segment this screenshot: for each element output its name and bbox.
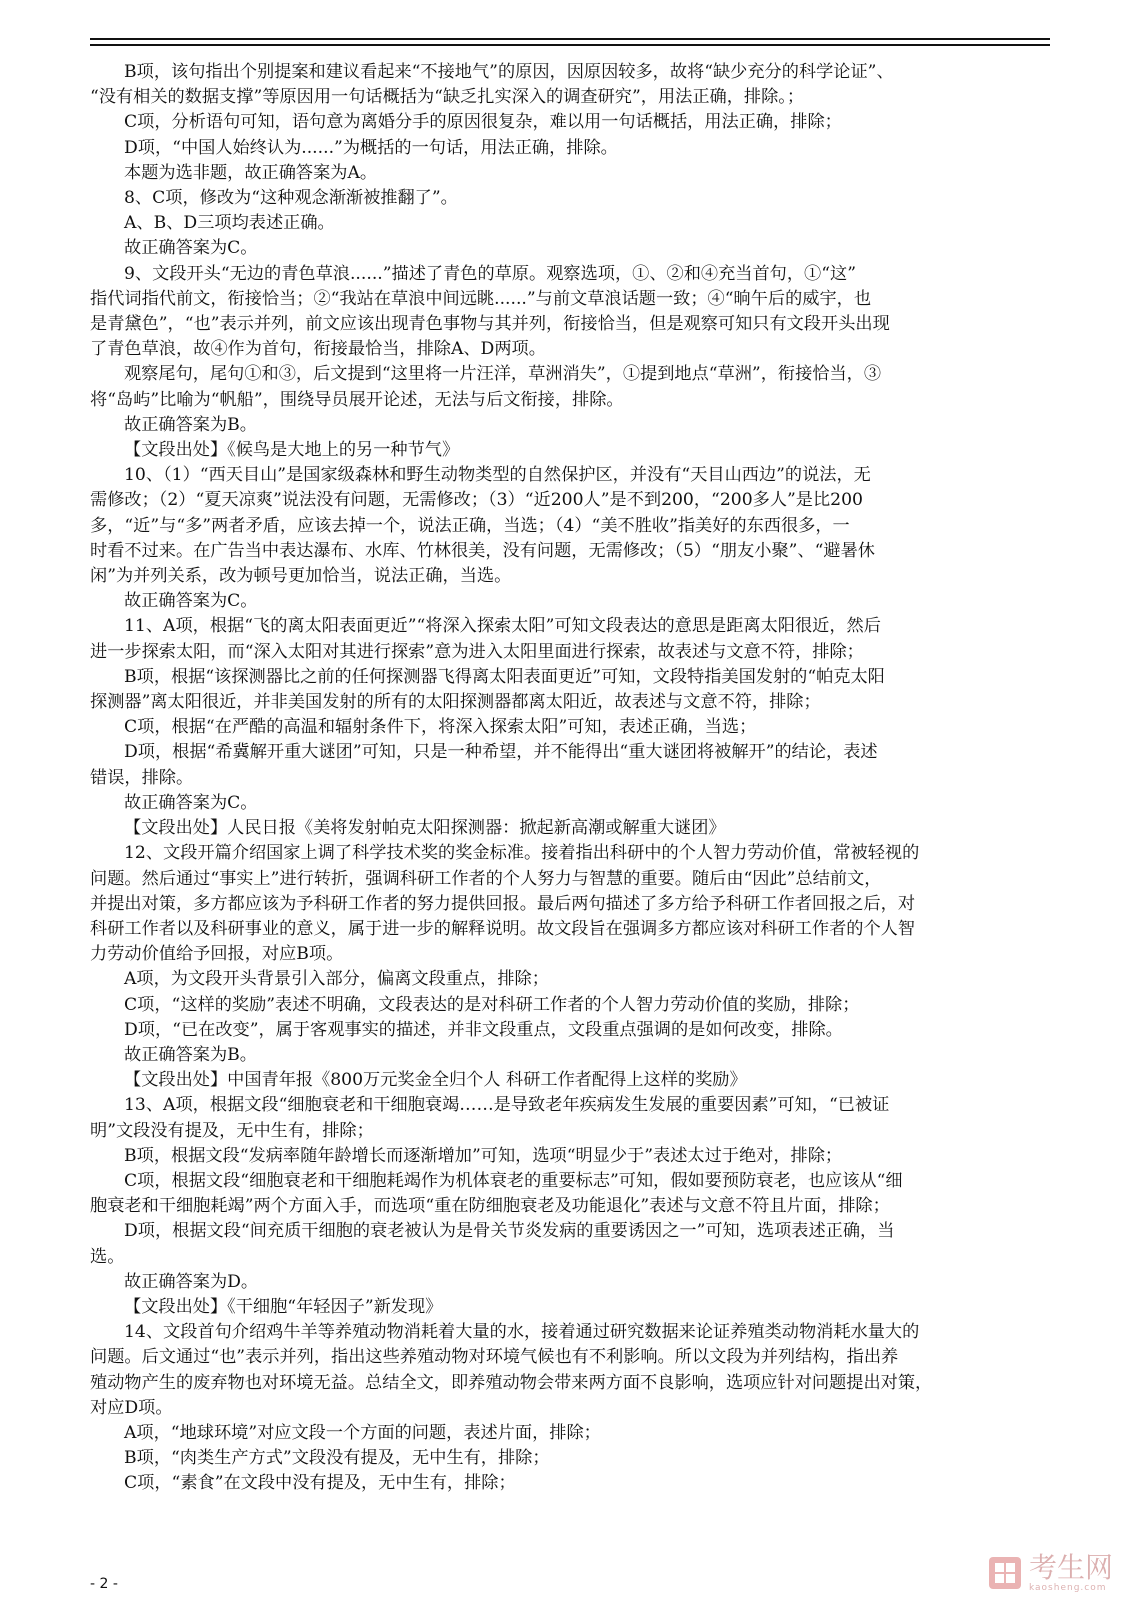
text-line: 故正确答案为D。 (124, 1271, 259, 1292)
question-10-line: 10、（1）“西天目山”是国家级森林和野生动物类型的自然保护区，并没有“天目山西边”的说法，无 (124, 465, 871, 486)
text-line: 是青黛色”，“也”表示并列，前文应该出现青色事物与其并列，衔接恰当，但是观察可知只有文段开头出现 (90, 314, 890, 335)
text-line: 对应D项。 (90, 1397, 173, 1418)
text-line: C项，分析语句可知，语句意为离婚分手的原因很复杂，难以用一句话概括，用法正确，排除； (124, 112, 842, 133)
source-line: 【文段出处】《候鸟是大地上的另一种节气》 (124, 440, 460, 461)
question-11-line: 11、A项，根据“飞的离太阳表面更近”“将深入探索太阳”可知文段表达的意思是距离太阳很近，然后 (124, 616, 881, 637)
text-line: “没有相关的数据支撑”等原因用一句话概括为“缺乏扎实深入的调查研究”，用法正确，排除。； (90, 87, 805, 108)
text-line: 科研工作者以及科研事业的意义，属于进一步的解释说明。故文段旨在强调多方都应该对科研工作者的个人智 (90, 918, 916, 939)
text-line: 进一步探索太阳，而“深入太阳对其进行探索”意为进入太阳里面进行探索，故表述与文意不符，排除； (90, 641, 864, 662)
watermark (987, 1552, 1113, 1594)
text-line: D项，根据文段“间充质干细胞的衰老被认为是骨关节炎发病的重要诱因之一”可知，选项表述正确，当 (124, 1221, 895, 1242)
text-line: D项，根据“希冀解开重大谜团”可知，只是一种希望，并不能得出“重大谜团将被解开”的结论，表述 (124, 742, 878, 763)
source-line: 【文段出处】中国青年报《800万元奖金全归个人 科研工作者配得上这样的奖励》 (124, 1070, 747, 1091)
text-line: B项，“肉类生产方式”文段没有提及，无中生有，排除； (124, 1448, 550, 1469)
text-line: 并提出对策，多方都应该为予科研工作者的努力提供回报。最后两句描述了多方给予科研工作者回报之后，对 (90, 893, 916, 914)
source-line: 【文段出处】人民日报《美将发射帕克太阳探测器：掀起新高潮或解重大谜团》 (124, 818, 726, 839)
text-line: B项，该句指出个别提案和建议看起来“不接地气”的原因，因原因较多，故将“缺少充分的科学论证”、 (124, 62, 894, 82)
text-line: 闲”为并列关系，改为顿号更加恰当，说法正确，当选。 (90, 566, 512, 587)
question-14-line: 14、文段首句介绍鸡牛羊等养殖动物消耗着大量的水，接着通过研究数据来论证养殖类动物消耗水量大的 (124, 1322, 920, 1343)
text-line: B项，根据文段“发病率随年龄增长而逐渐增加”可知，选项“明显少于”表述太过于绝对，排除； (124, 1145, 843, 1166)
text-line: C项，根据“在严酷的高温和辐射条件下，将深入探索太阳”可知，表述正确，当选； (124, 717, 757, 738)
text-line: A、B、D三项均表述正确。 (124, 213, 335, 234)
text-line: 明”文段没有提及，无中生有，排除； (90, 1120, 374, 1141)
watermark-name: 考生网 (1028, 1551, 1113, 1584)
text-line: 探测器”离太阳很近，并非美国发射的所有的太阳探测器都离太阳近，故表述与文意不符，排除； (90, 692, 821, 713)
text-line: 故正确答案为B。 (124, 414, 257, 435)
source-line: 【文段出处】《干细胞“年轻因子”新发现》 (124, 1296, 443, 1317)
text-line: C项，“素食”在文段中没有提及，无中生有，排除； (124, 1473, 516, 1494)
text-line: 指代词指代前文，衔接恰当；②“我站在草浪中间远眺......”与前文草浪话题一致；④“晌午后的威宇，也 (90, 288, 872, 309)
text-line: 多，“近”与“多”两者矛盾，应该去掉一个，说法正确，当选；（4）“美不胜收”指美好的东西很多，一 (90, 515, 850, 536)
text-line: B项，根据“该探测器比之前的任何探测器飞得离太阳表面更近”可知，文段特指美国发射的“帕克太阳 (124, 666, 885, 687)
text-line: 将“岛屿”比喻为“帆船”，围绕导员展开论述，无法与后文衔接，排除。 (90, 389, 624, 410)
document-body (90, 60, 1050, 1497)
text-line: 本题为选非题，故正确答案为A。 (124, 162, 378, 183)
question-12-line: 12、文段开篇介绍国家上调了科学技术奖的奖金标准。接着指出科研中的个人智力劳动价值，常被轻视的 (124, 843, 920, 864)
kaosheng-logo-icon (987, 1555, 1023, 1591)
text-line: 殖动物产生的废弃物也对环境无益。总结全文，即养殖动物会带来两方面不良影响，选项应针对问题提出对策， (90, 1372, 933, 1393)
question-9-line: 9、文段开头“无边的青色草浪......”描述了青色的草原。观察选项，①、②和④充当首句，①“这” (124, 263, 856, 284)
text-line: 故正确答案为B。 (124, 1044, 257, 1065)
text-line: 观察尾句，尾句①和③，后文提到“这里将一片汪洋，草洲消失”，①提到地点“草洲”，衔接恰当，③ (124, 364, 882, 385)
text-line: 了青色草浪，故④作为首句，衔接最恰当，排除A、D两项。 (90, 339, 546, 360)
text-line: D项，“已在改变”，属于客观事实的描述，并非文段重点，文段重点强调的是如何改变，排除。 (124, 1019, 843, 1040)
text-line: 力劳动价值给予回报，对应B项。 (90, 944, 344, 965)
text-line: D项，“中国人始终认为......”为概括的一句话，用法正确，排除。 (124, 137, 618, 158)
text-line: 问题。然后通过“事实上”进行转折，强调科研工作者的个人努力与智慧的重要。随后由“因此”总结前文， (90, 868, 882, 889)
text-line: A项，为文段开头背景引入部分，偏离文段重点，排除； (124, 969, 549, 990)
header-rule-thin (90, 44, 1050, 46)
text-line: C项，根据文段“细胞衰老和干细胞耗竭作为机体衰老的重要标志”可知，假如要预防衰老，也应该从“细 (124, 1170, 903, 1191)
text-line: A项，“地球环境”对应文段一个方面的问题，表述片面，排除； (124, 1422, 601, 1443)
text-line: 选。 (90, 1246, 125, 1267)
text-line: C项，“这样的奖励”表述不明确，文段表达的是对科研工作者的个人智力劳动价值的奖励，排除； (124, 994, 860, 1015)
text-line: 需修改；（2）“夏天凉爽”说法没有问题，无需修改；（3）“近200人”是不到200，“200多人”是比200 (90, 490, 863, 511)
text-line: 问题。后文通过“也”表示并列，指出这些养殖动物对环境气候也有不利影响。所以文段为并列结构，指出养 (90, 1347, 899, 1368)
question-13-line: 13、A项，根据文段“细胞衰老和干细胞衰竭……是导致老年疾病发生发展的重要因素”可知，“已被证 (124, 1095, 890, 1116)
text-line: 胞衰老和干细胞耗竭”两个方面入手，而选项“重在防细胞衰老及功能退化”表述与文意不符且片面，排除； (90, 1196, 890, 1217)
question-8-line: 8、C项，修改为“这种观念渐渐被推翻了”。 (124, 188, 458, 209)
text-line: 故正确答案为C。 (124, 591, 258, 612)
page-number: - 2 - (90, 1576, 118, 1592)
header-rule-thick (90, 38, 1050, 40)
watermark-domain: kaosheng.com (1028, 1583, 1107, 1593)
text-line: 故正确答案为C。 (124, 238, 258, 259)
text-line: 故正确答案为C。 (124, 792, 258, 813)
text-line: 时看不过来。在广告当中表达瀑布、水库、竹林很美，没有问题，无需修改；（5）“朋友小聚”、“避暑休 (90, 540, 875, 561)
text-line: 错误，排除。 (90, 767, 194, 788)
